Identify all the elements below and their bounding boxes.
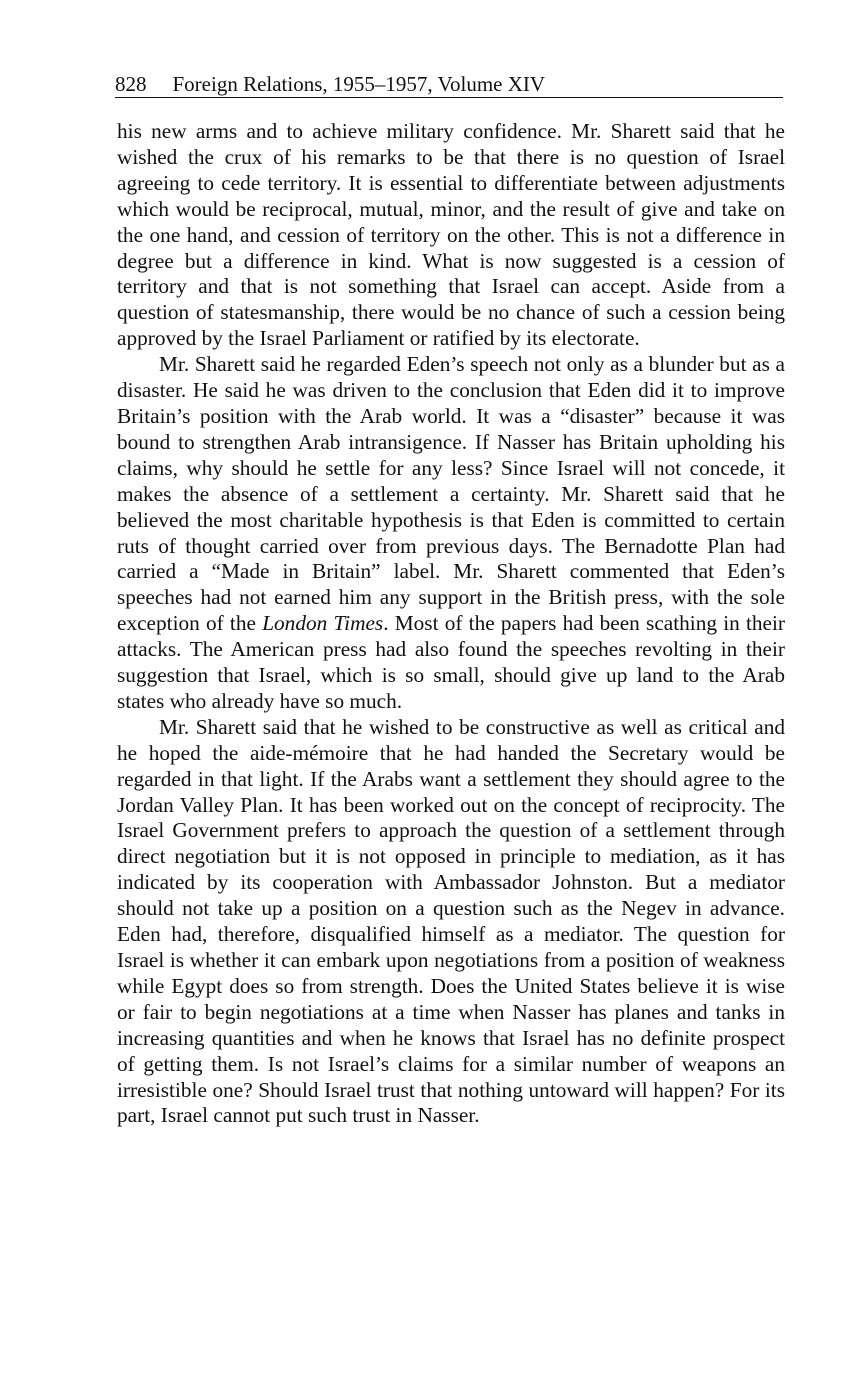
body-text <box>117 119 785 1129</box>
paragraph-2-text-after: . Most of the papers had been scathing in their attacks. The American press had also found the speeches revolting in their suggestion that Israel, which is so small, should give up land to the Arab states who already have so much. <box>117 611 786 713</box>
running-head <box>115 71 783 98</box>
paragraph-2 <box>117 352 785 715</box>
paragraph-2-text-before: Mr. Sharett said he regarded Eden’s speech not only as a blunder but as a disaster. He said he was driven to the conclusion that Eden did it to improve Britain’s position with the Arab world. It was a “disaster” because it was bound to strengthen Arab intransigence. If Nasser has Britain upholding his claims, why should he settle for any less? Since Israel will not concede, it makes the absence of a settlement a certainty. Mr. Sharett said that he believed the most charitable hypothesis is that Eden is committed to certain ruts of thought carried over from previous days. The Bernadotte Plan had carried a “Made in Britain” label. Mr. Sharett commented that Eden’s speeches had not earned him any support in the British press, with the sole exception of the <box>117 352 785 636</box>
book-title: Foreign Relations, 1955–1957, Volume XIV <box>172 72 546 96</box>
page-number: 828 <box>115 72 147 96</box>
paragraph-3: Mr. Sharett said that he wished to be constructive as well as critical and he hoped the aide-mémoire that he had handed the Secretary would be regarded in that light. If the Arabs want a settlement they should agree to the Jordan Valley Plan. It has been worked out on the concept of reciprocity. The Israel Government prefers to approach the question of a settlement through direct negotiation but it is not opposed in principle to mediation, as it has indicated by its cooperation with Ambassador Johnston. But a mediator should not take up a position on a question such as the Negev in advance. Eden had, therefore, disqualified himself as a mediator. The question for Israel is whether it can embark upon negotiations from a position of weakness while Egypt does so from strength. Does the United States believe it is wise or fair to begin negotiations at a time when Nasser has planes and tanks in increasing quantities and when he knows that Israel has no definite prospect of getting them. Is not Israel’s claims for a similar number of weapons an irresistible one? Should Israel trust that nothing untoward will happen? For its part, Israel cannot put such trust in Nasser. <box>117 714 785 1128</box>
paragraph-1: his new arms and to achieve military confidence. Mr. Sharett said that he wished the crux of his remarks to be that there is no question of Israel agreeing to cede territory. It is essential to differentiate between adjustments which would be reciprocal, mutual, minor, and the result of give and take on the one hand, and cession of territory on the other. This is not a difference in degree but a difference in kind. What is now suggested is a cession of territory and that is not something that Israel can accept. Aside from a question of statesmanship, there would be no chance of such a cession being approved by the Israel Parliament or ratified by its electorate. <box>117 119 785 351</box>
newspaper-title: London Times <box>262 611 384 636</box>
